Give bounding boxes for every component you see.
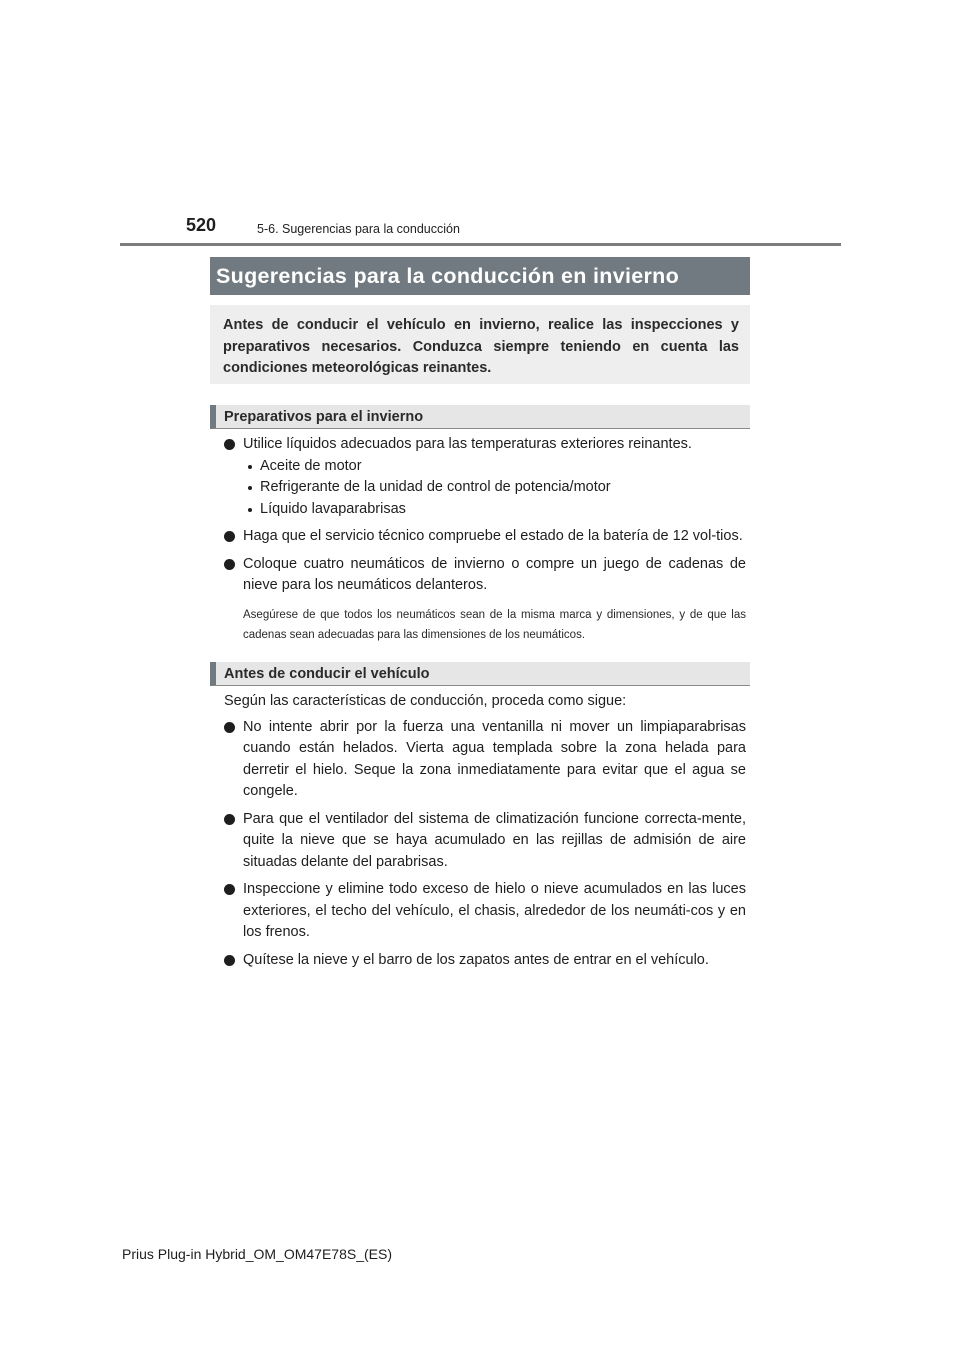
page-number: 520 bbox=[186, 215, 217, 235]
bullet-dot-icon bbox=[224, 559, 235, 570]
list-item-text: Inspeccione y elimine todo exceso de hielo o nieve acumulados en las luces exteriores, el techo del vehículo, el chasis, alrededor de los neumáti-cos y en los frenos. bbox=[243, 881, 746, 940]
bullet-dot-icon bbox=[224, 884, 235, 895]
preparations-content bbox=[224, 434, 746, 645]
footer-doc-id: Prius Plug-in Hybrid_OM_OM47E78S_(ES) bbox=[122, 1246, 392, 1262]
sub-bullet-icon bbox=[248, 465, 252, 469]
header-rule bbox=[120, 243, 841, 246]
sub-heading-preparations: Preparativos para el invierno bbox=[210, 405, 750, 429]
list-item-text: Haga que el servicio técnico compruebe el estado de la batería de 12 vol-tios. bbox=[243, 528, 743, 544]
list-item-text: Para que el ventilador del sistema de climatización funcione correcta-mente, quite la nieve que se haya acumulado en las rejillas de admisión de aire situadas delante del parabrisas. bbox=[243, 810, 746, 870]
bullet-dot-icon bbox=[224, 955, 235, 966]
list-item bbox=[224, 809, 746, 874]
sub-item-text: Aceite de motor bbox=[260, 457, 362, 474]
sub-item bbox=[224, 477, 746, 499]
list-item bbox=[224, 526, 746, 548]
sub-item bbox=[224, 456, 746, 478]
title-banner bbox=[210, 257, 750, 295]
page-title: Sugerencias para la conducción en invierno bbox=[216, 263, 680, 288]
list-item-text: No intente abrir por la fuerza una ventanilla ni mover un limpiaparabrisas cuando están helados. Vierta agua templada sobre la zona helada para derretir el hielo. Seque la zona inmediatamente para evitar que el agua se congele. bbox=[243, 718, 746, 799]
intro-box: Antes de conducir el vehículo en invierno, realice las inspecciones y preparativos necesarios. Conduzca siempre teniendo en cuenta las condiciones meteorológicas reinantes. bbox=[210, 305, 750, 384]
list-item-text: Coloque cuatro neumáticos de invierno o compre un juego de cadenas de nieve para los neumáticos delanteros. bbox=[243, 555, 746, 593]
list-item-text: Utilice líquidos adecuados para las temperaturas exteriores reinantes. bbox=[243, 436, 692, 452]
sub-item bbox=[224, 499, 746, 521]
sub-item-text: Refrigerante de la unidad de control de potencia/motor bbox=[260, 479, 611, 495]
list-item bbox=[224, 950, 746, 972]
sub-item-text: Líquido lavaparabrisas bbox=[260, 500, 406, 517]
sub-bullet-icon bbox=[248, 486, 252, 490]
bullet-dot-icon bbox=[224, 439, 235, 450]
list-item bbox=[224, 879, 746, 944]
sub-heading-before-driving: Antes de conducir el vehículo bbox=[210, 662, 750, 686]
list-item bbox=[224, 434, 746, 456]
section-label: 5-6. Sugerencias para la conducción bbox=[257, 222, 460, 236]
list-item bbox=[224, 554, 746, 597]
bullet-dot-icon bbox=[224, 722, 235, 733]
bullet-dot-icon bbox=[224, 531, 235, 542]
list-item bbox=[224, 717, 746, 803]
section-intro-text: Según las características de conducción, proceda como sigue: bbox=[224, 693, 627, 709]
note-text: Asegúrese de que todos los neumáticos sean de la misma marca y dimensiones, y de que las cadenas sean adecuadas para las dimensiones de los neumáticos. bbox=[243, 608, 746, 641]
list-item-text: Quítese la nieve y el barro de los zapatos antes de entrar en el vehículo. bbox=[243, 951, 709, 968]
sub-bullet-icon bbox=[248, 508, 252, 512]
bullet-dot-icon bbox=[224, 814, 235, 825]
before-driving-content bbox=[224, 691, 746, 977]
